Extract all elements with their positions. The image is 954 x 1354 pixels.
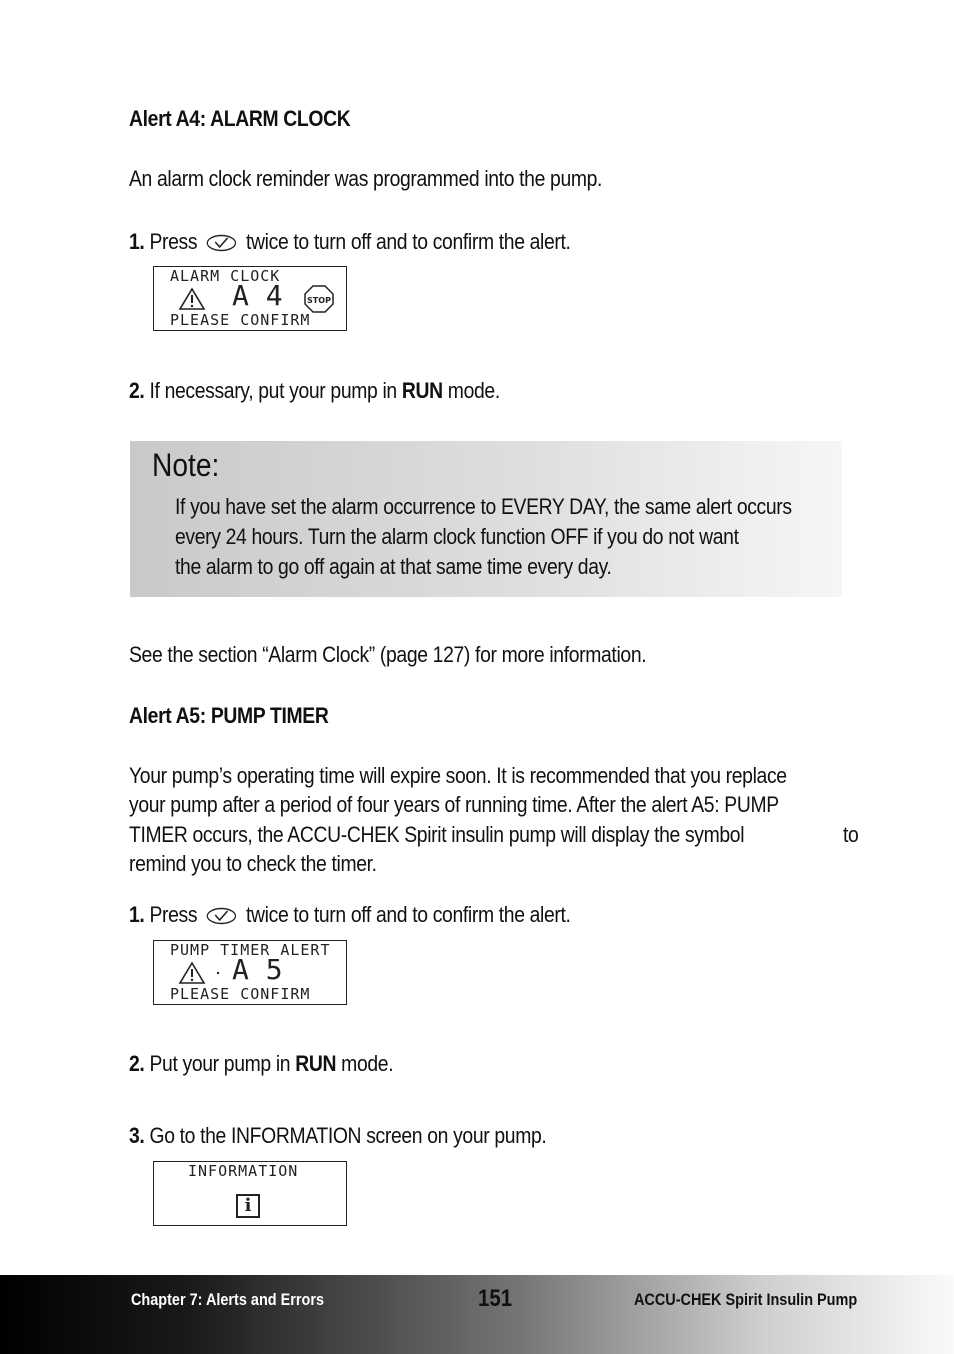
run-mode-label: RUN bbox=[401, 378, 443, 403]
lcd-top-text: PUMP TIMER ALERT bbox=[170, 941, 331, 959]
step-number: 1. bbox=[129, 902, 145, 927]
heading-alert-a5: Alert A5: PUMP TIMER bbox=[129, 703, 329, 728]
heading-alert-a4: Alert A4: ALARM CLOCK bbox=[129, 106, 351, 131]
a4-step-2 bbox=[129, 376, 500, 406]
a5-paragraph-line: your pump after a period of four years of running time. After the alert A5: PUMP bbox=[129, 792, 779, 817]
confirm-check-button-icon bbox=[206, 234, 238, 252]
confirm-check-button-icon bbox=[206, 907, 238, 925]
step-number: 2. bbox=[129, 378, 145, 403]
footer-product: ACCU-CHEK Spirit Insulin Pump bbox=[634, 1290, 858, 1309]
note-line: If you have set the alarm occurrence to EVERY DAY, the same alert occurs bbox=[175, 494, 792, 519]
footer-page-number: 151 bbox=[478, 1285, 513, 1312]
note-box bbox=[130, 441, 842, 597]
note-title: Note: bbox=[152, 447, 220, 483]
step-text: Press bbox=[149, 902, 198, 927]
a5-paragraph-line: TIMER occurs, the ACCU-CHEK Spirit insulin pump will display the symbol bbox=[129, 822, 745, 847]
run-mode-label: RUN bbox=[295, 1051, 337, 1076]
a5-step-1 bbox=[129, 900, 571, 930]
stop-icon bbox=[304, 285, 334, 313]
lcd-pump-timer bbox=[153, 940, 347, 1005]
lcd-alarm-clock bbox=[153, 266, 347, 331]
footer-chapter: Chapter 7: Alerts and Errors bbox=[131, 1290, 324, 1309]
lcd-bottom-text: PLEASE CONFIRM bbox=[170, 311, 311, 329]
lcd-information bbox=[153, 1161, 347, 1226]
step-text: twice to turn off and to confirm the alert. bbox=[246, 229, 571, 254]
note-line: the alarm to go off again at that same time every day. bbox=[175, 554, 612, 579]
step-number: 1. bbox=[129, 229, 145, 254]
a4-step-1 bbox=[129, 227, 571, 257]
lcd-top-text: ALARM CLOCK bbox=[170, 267, 281, 285]
a5-paragraph-line: to bbox=[843, 822, 859, 847]
step-text: twice to turn off and to confirm the alert. bbox=[246, 902, 571, 927]
dot-icon bbox=[216, 971, 220, 975]
lcd-alert-code: A 5 bbox=[232, 953, 283, 986]
a5-paragraph-line: remind you to check the timer. bbox=[129, 851, 377, 876]
see-section-text: See the section “Alarm Clock” (page 127) for more information. bbox=[129, 642, 647, 667]
step-text: If necessary, put your pump in bbox=[149, 378, 397, 403]
a4-intro: An alarm clock reminder was programmed into the pump. bbox=[129, 166, 603, 191]
page-footer bbox=[0, 1275, 954, 1354]
a5-paragraph-line: Your pump’s operating time will expire soon. It is recommended that you replace bbox=[129, 763, 787, 788]
step-text: Go to the INFORMATION screen on your pump. bbox=[149, 1123, 547, 1148]
info-icon: i bbox=[236, 1194, 260, 1218]
a5-step-2 bbox=[129, 1049, 393, 1079]
lcd-top-text: INFORMATION bbox=[188, 1162, 299, 1180]
note-line: every 24 hours. Turn the alarm clock function OFF if you do not want bbox=[175, 524, 739, 549]
lcd-bottom-text: PLEASE CONFIRM bbox=[170, 985, 311, 1003]
step-text: Press bbox=[149, 229, 198, 254]
step-text: Put your pump in bbox=[149, 1051, 291, 1076]
stop-icon-label: STOP bbox=[307, 296, 331, 305]
step-text: mode. bbox=[447, 378, 500, 403]
warning-triangle-icon bbox=[178, 961, 206, 985]
warning-triangle-icon bbox=[178, 287, 206, 311]
step-number: 3. bbox=[129, 1123, 145, 1148]
a5-step-3 bbox=[129, 1121, 546, 1151]
step-number: 2. bbox=[129, 1051, 145, 1076]
step-text: mode. bbox=[341, 1051, 394, 1076]
lcd-alert-code: A 4 bbox=[232, 279, 283, 312]
